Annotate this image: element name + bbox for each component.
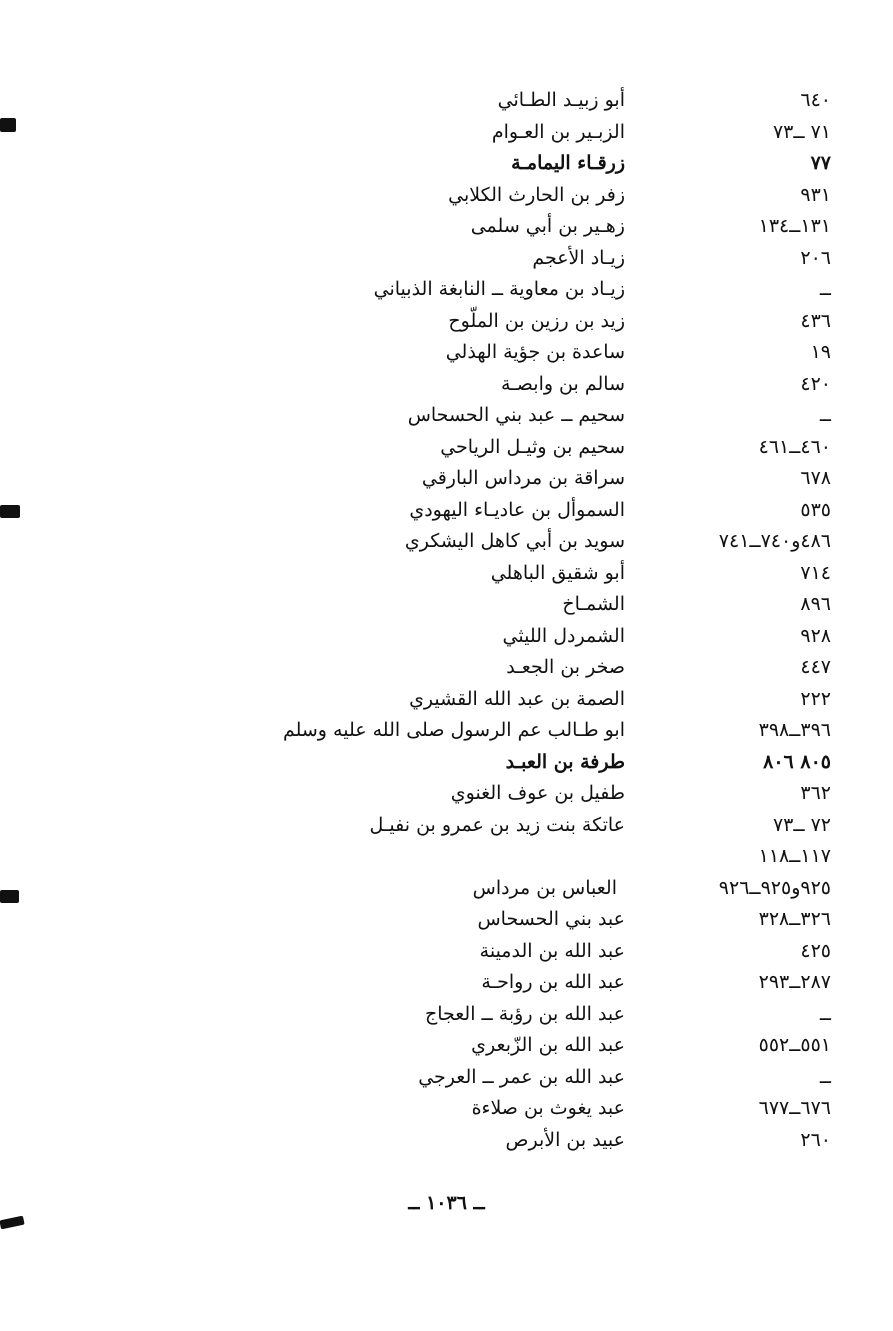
page-references: ٦٧٦ــ٦٧٧ — [758, 1097, 831, 1119]
poet-name: ساعدة بن جؤية الهذلي — [445, 341, 625, 363]
page-references: ١٩ — [810, 341, 831, 363]
poet-name: صخر بن الجعـد — [506, 656, 625, 678]
index-entry — [0, 180, 893, 212]
page-references: ٤٤٧ — [800, 656, 831, 678]
index-entry — [0, 1093, 893, 1125]
page-references: ٨٩٦ — [800, 593, 831, 615]
poet-name: طفيل بن عوف الغنوي — [450, 782, 625, 804]
page-references: ٥٥١ــ٥٥٢ — [758, 1034, 831, 1056]
poet-name: سويد بن أبي كاهل اليشكري — [404, 530, 625, 552]
page-references: ــ — [819, 404, 831, 426]
poet-name: الصمة بن عبد الله القشيري — [409, 687, 625, 710]
poet-name: العباس بن مرداس — [472, 876, 617, 899]
scan-mark — [0, 118, 16, 132]
poet-name: زيـاد بن معاوية ــ النابغة الذبياني — [373, 278, 625, 300]
poet-name: طرفة بن العبـد — [505, 750, 625, 773]
page-references: ٦٤٠ — [800, 89, 831, 111]
page-references: ٦٧٨ — [800, 467, 831, 489]
page-references: ٣٩٦ــ٣٩٨ — [758, 719, 831, 741]
scan-mark — [0, 1216, 25, 1230]
index-entry — [0, 400, 893, 432]
page-references: ٧١ ــ٧٣ — [772, 120, 831, 143]
page-references: ٩٣١ — [800, 183, 831, 206]
index-entry — [0, 1062, 893, 1094]
index-entry — [0, 558, 893, 590]
index-entry — [0, 117, 893, 149]
page-references: ٤٢٥ — [800, 939, 831, 962]
page-references: ٤٢٠ — [800, 372, 831, 395]
poet-name: أبو شقيق الباهلي — [490, 561, 625, 584]
page-references: ــ — [819, 1002, 831, 1025]
index-entry — [0, 904, 893, 936]
poet-name: سالم بن وابصـة — [501, 372, 625, 395]
scan-mark — [0, 505, 20, 518]
index-entry — [0, 621, 893, 653]
page-references: ٥٣٥ — [800, 498, 831, 521]
poet-name: زهـير بن أبي سلمى — [470, 215, 625, 237]
index-entry — [0, 999, 893, 1031]
poet-name: عبد بني الحسحاس — [477, 908, 625, 930]
page-number: ــ ١٠٣٦ ــ — [408, 1192, 485, 1214]
index-entry — [0, 526, 893, 558]
poet-name: الشمردل الليثي — [502, 624, 625, 647]
scan-mark — [0, 890, 19, 903]
page-references: ٧٢ ــ٧٣ — [772, 813, 831, 836]
index-entry — [0, 841, 893, 873]
index-entry — [0, 873, 893, 905]
index-entry — [0, 936, 893, 968]
page-references: ٤٣٦ — [800, 309, 831, 332]
page-references: ٢٢٢ — [800, 687, 831, 710]
poet-name: زفر بن الحارث الكلابي — [448, 183, 625, 206]
page-references: ــ — [819, 1065, 831, 1088]
poet-name: عبد الله بن رؤبة ــ العجاج — [424, 1002, 625, 1025]
poet-name: عبد الله بن عمر ــ العرجي — [418, 1065, 625, 1088]
page-references: ٩٢٥و٩٢٥ــ٩٢٦ — [718, 876, 831, 899]
page-references: ٢٠٦ — [800, 246, 831, 269]
index-list — [0, 85, 893, 1156]
index-entry — [0, 810, 893, 842]
poet-name: سراقة بن مرداس البارقي — [421, 467, 625, 489]
poet-name: زرقـاء اليمامـة — [511, 152, 625, 174]
poet-name: عبد يغوث بن صلاءة — [471, 1097, 625, 1119]
index-entry — [0, 778, 893, 810]
poet-name: زيد بن رزين بن الملّوح — [448, 309, 625, 332]
page-references: ٤٨٦و٧٤٠ــ٧٤١ — [718, 530, 831, 552]
index-entry — [0, 337, 893, 369]
page-references: ٧١٤ — [800, 561, 831, 584]
page-references: ٤٦٠ــ٤٦١ — [758, 435, 831, 458]
page-references: ٨٠٥ ٨٠٦ — [763, 750, 831, 773]
poet-name: عبيد بن الأبرص — [505, 1128, 625, 1151]
index-entry — [0, 306, 893, 338]
page-references: ٧٧ — [810, 152, 831, 174]
poet-name: ابو طـالب عم الرسول صلى الله عليه وسلم — [282, 719, 625, 741]
page-references: ــ — [819, 278, 831, 300]
index-entry — [0, 495, 893, 527]
index-entry — [0, 432, 893, 464]
poet-name: زيـاد الأعجم — [532, 246, 625, 269]
index-entry — [0, 747, 893, 779]
poet-name: أبو زبيـد الطـائي — [497, 89, 625, 111]
index-entry — [0, 967, 893, 999]
page-references: ٢٦٠ — [800, 1128, 831, 1151]
index-entry — [0, 85, 893, 117]
poet-name: عبد الله بن الدمينة — [479, 939, 625, 962]
page-references: ٣٢٦ــ٣٢٨ — [758, 908, 831, 930]
index-entry — [0, 463, 893, 495]
index-entry — [0, 148, 893, 180]
page-references: ٩٢٨ — [800, 624, 831, 647]
poet-name: السموأل بن عاديـاء اليهودي — [409, 498, 625, 521]
poet-name: عبد الله بن الزّبعري — [471, 1034, 625, 1056]
poet-name: سحيم ــ عبد بني الحسحاس — [407, 404, 625, 426]
index-entry — [0, 1030, 893, 1062]
poet-name: عاتكة بنت زيد بن عمرو بن نفيـل — [369, 813, 625, 836]
index-entry — [0, 589, 893, 621]
page-references: ٣٦٢ — [800, 782, 831, 804]
index-entry — [0, 684, 893, 716]
page-references: ١١٧ــ١١٨ — [758, 845, 831, 867]
page-references: ١٣١ــ١٣٤ — [758, 215, 831, 237]
index-entry — [0, 1125, 893, 1157]
index-entry — [0, 652, 893, 684]
index-entry — [0, 274, 893, 306]
poet-name: الزبـير بن العـوام — [491, 120, 625, 143]
index-entry — [0, 715, 893, 747]
poet-name: الشمـاخ — [562, 593, 625, 615]
index-entry — [0, 369, 893, 401]
poet-name: سحيم بن وثيـل الرياحي — [440, 435, 625, 458]
page-references: ٢٨٧ــ٢٩٣ — [758, 971, 831, 993]
poet-name: عبد الله بن رواحـة — [481, 971, 625, 993]
index-entry — [0, 243, 893, 275]
index-entry — [0, 211, 893, 243]
